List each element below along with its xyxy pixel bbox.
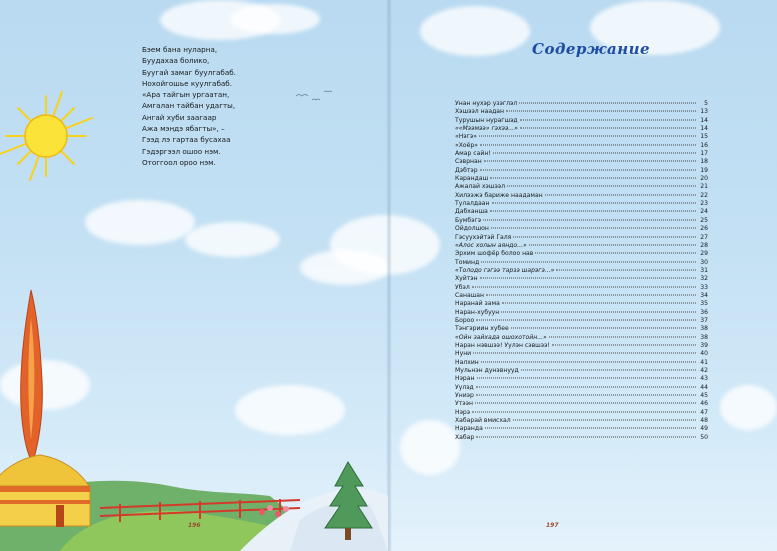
toc-dot-leader (480, 278, 696, 279)
toc-entry[interactable] (455, 367, 708, 375)
toc-entry-title: Гэсуухэйтэй Галя (455, 233, 512, 241)
toc-entry[interactable] (455, 292, 708, 300)
toc-dot-leader (529, 244, 696, 245)
toc-entry-page: 42 (700, 367, 708, 374)
toc-entry-title: Эрхим шофёр болоо нав (455, 250, 534, 258)
toc-entry[interactable] (455, 400, 708, 408)
toc-entry[interactable] (455, 200, 708, 208)
toc-entry-title: «Нэгэ» (455, 133, 477, 141)
toc-dot-leader (520, 119, 696, 120)
poem-line: «Ара тайгын ургаатан, (142, 90, 230, 100)
poem-line: Гээд лэ гартаа бусахаа (142, 135, 231, 145)
toc-entry-title: «Хоёр» (455, 141, 478, 149)
toc-dot-leader (490, 211, 696, 212)
toc-dot-leader (481, 361, 696, 362)
toc-entry-title: Санашан (455, 291, 485, 299)
toc-entry-page: 28 (700, 241, 708, 249)
toc-dot-leader (506, 111, 696, 112)
toc-entry[interactable] (455, 259, 708, 267)
toc-entry-title: Турушын нурагшэд (455, 116, 518, 124)
toc-entry-title: Наран-хубуун (455, 308, 500, 316)
toc-entry-page: 29 (700, 250, 708, 258)
toc-dot-leader (476, 386, 696, 387)
page-number-left: 196 (188, 522, 201, 529)
poem-line: Гэдэргээл ошоо нэм. (142, 146, 221, 156)
toc-dot-leader (490, 178, 696, 179)
birds (296, 91, 332, 100)
toc-entry-title: Дэбтэр (455, 166, 478, 174)
toc-dot-leader (484, 161, 696, 162)
toc-entry-page: 44 (700, 383, 708, 391)
toc-entry-page: 38 (700, 333, 708, 341)
toc-entry-title: Хэшээл наадан (455, 108, 504, 116)
toc-entry[interactable] (455, 375, 708, 383)
toc-entry-page: 14 (700, 116, 708, 124)
toc-entry-title: Тулалдаан (455, 200, 490, 208)
poem-line: Буугай замаг буулгабаб. (142, 67, 236, 77)
toc-entry[interactable] (455, 234, 708, 242)
toc-dot-leader (480, 144, 696, 145)
toc-entry[interactable] (455, 208, 708, 216)
toc-entry-page: 45 (700, 392, 708, 400)
toc-entry-page: 19 (700, 166, 708, 174)
toc-entry-title: Наранда (455, 425, 483, 433)
toc-entry-title: Уулэд (455, 383, 474, 391)
toc-entry-page: 36 (700, 308, 708, 316)
toc-entry-title: Униэр (455, 392, 474, 400)
toc-entry[interactable] (455, 158, 708, 166)
toc-entry-page: 49 (700, 425, 708, 433)
toc-entry-title: Сэврнан (455, 158, 482, 166)
toc-entry-page: 5 (704, 100, 708, 107)
toc-dot-leader (480, 169, 696, 170)
poem (142, 44, 236, 168)
toc-dot-leader (513, 236, 696, 237)
toc-dot-leader (493, 153, 696, 154)
toc-entry[interactable] (455, 284, 708, 292)
toc-dot-leader (507, 186, 696, 187)
toc-entry-page: 17 (700, 150, 708, 158)
toc-entry[interactable] (455, 133, 708, 141)
toc-dot-leader (501, 311, 696, 312)
table-of-contents (455, 100, 708, 442)
toc-dot-leader (472, 286, 696, 287)
toc-entry[interactable] (455, 275, 708, 283)
toc-dot-leader (521, 370, 696, 371)
toc-entry-page: 13 (700, 108, 708, 116)
toc-dot-leader (556, 269, 696, 270)
toc-entry-page: 48 (700, 417, 708, 425)
toc-dot-leader (535, 253, 696, 254)
toc-entry-title: ««Мээмээ» гэхээ...» (455, 125, 518, 133)
toc-entry-page: 41 (700, 358, 708, 366)
toc-entry[interactable] (455, 125, 708, 133)
toc-entry-page: 21 (700, 183, 708, 191)
toc-entry-title: Ойдолшон (455, 225, 489, 233)
toc-entry-title: Бумбэгэ (455, 216, 482, 224)
toc-entry[interactable] (455, 417, 708, 425)
toc-entry-page: 25 (700, 216, 708, 224)
poem-line: Буудахаа болико, (142, 56, 210, 66)
toc-dot-leader (519, 103, 696, 104)
toc-dot-leader (491, 228, 696, 229)
toc-dot-leader (549, 336, 696, 337)
toc-entry-page: 35 (700, 300, 708, 308)
toc-entry-page: 30 (700, 258, 708, 266)
toc-dot-leader (483, 219, 696, 220)
toc-entry-title: Мульнэн дунэвнууд (455, 367, 519, 374)
toc-entry[interactable] (455, 167, 708, 175)
toc-entry-page: 40 (700, 350, 708, 358)
toc-entry-title: Унан нухэр узэглэл (455, 100, 518, 107)
toc-dot-leader (502, 303, 696, 304)
toc-dot-leader (476, 319, 696, 320)
toc-entry-page: 32 (700, 275, 708, 283)
toc-entry-title: Тэнгэриин хубее (455, 325, 509, 333)
toc-dot-leader (511, 328, 696, 329)
toc-dot-leader (552, 344, 696, 345)
toc-entry[interactable] (455, 225, 708, 233)
toc-title: Содержание (532, 40, 651, 58)
toc-entry-page: 18 (700, 158, 708, 166)
toc-entry[interactable] (455, 434, 708, 442)
toc-entry-page: 34 (700, 291, 708, 299)
toc-entry-page: 50 (700, 433, 708, 441)
toc-entry-page: 27 (700, 233, 708, 241)
toc-entry-title: Хабарай вмисхал (455, 417, 511, 425)
toc-entry-page: 38 (700, 325, 708, 333)
poem-line: Амгалан тайбан удагты, (142, 101, 236, 111)
toc-entry-page: 22 (700, 191, 708, 199)
toc-entry[interactable] (455, 183, 708, 191)
toc-dot-leader (513, 420, 696, 421)
toc-dot-leader (492, 203, 696, 204)
page-number-right: 197 (546, 522, 559, 529)
toc-dot-leader (479, 136, 696, 137)
toc-entry-page: 47 (700, 408, 708, 416)
toc-entry[interactable] (455, 108, 708, 116)
toc-entry-title: «Толодо гэгээ тарзэ шарэгэ...» (455, 266, 555, 274)
toc-entry-title: Наранай зама (455, 300, 500, 308)
toc-entry[interactable] (455, 309, 708, 317)
toc-entry-title: «Ойн зайхада ошохотойн...» (455, 333, 547, 341)
toc-entry-title: Бороо (455, 316, 475, 324)
poem-line: Бэем бана нуларна, (142, 45, 218, 54)
toc-entry-page: 16 (700, 141, 708, 149)
toc-entry-title: Дабханша (455, 208, 488, 216)
toc-entry-title: Убэл (455, 283, 470, 291)
toc-entry-title: Хилээжэ бариже наадаман (455, 191, 543, 199)
toc-entry[interactable] (455, 192, 708, 200)
toc-entry-title: Хуйтэн (455, 275, 478, 283)
toc-dot-leader (476, 395, 696, 396)
toc-entry-title: Наран нэвшээ! Уулэн сэвшээ! (455, 341, 550, 349)
toc-dot-leader (476, 436, 696, 437)
toc-entry-title: Карандаш (455, 175, 489, 183)
toc-entry[interactable] (455, 384, 708, 392)
toc-entry[interactable] (455, 300, 708, 308)
toc-entry[interactable] (455, 142, 708, 150)
toc-dot-leader (473, 353, 696, 354)
toc-entry[interactable] (455, 325, 708, 333)
toc-dot-leader (481, 261, 696, 262)
toc-dot-leader (475, 403, 696, 404)
toc-entry-page: 20 (700, 175, 708, 183)
toc-entry[interactable] (455, 267, 708, 275)
yurt-icon (0, 455, 90, 527)
toc-entry[interactable] (455, 359, 708, 367)
flame-icon (21, 290, 43, 462)
toc-entry-page: 15 (700, 133, 708, 141)
toc-entry[interactable] (455, 425, 708, 433)
toc-entry-title: Налхин (455, 358, 479, 366)
toc-entry-page: 37 (700, 316, 708, 324)
toc-entry[interactable] (455, 350, 708, 358)
toc-dot-leader (545, 194, 696, 195)
toc-entry[interactable] (455, 217, 708, 225)
toc-entry-page: 23 (700, 200, 708, 208)
toc-entry-title: Томинд (455, 258, 480, 266)
toc-dot-leader (472, 411, 696, 412)
toc-dot-leader (520, 128, 696, 129)
toc-entry-title: Нэран (455, 375, 475, 383)
toc-entry-page: 46 (700, 400, 708, 408)
poem-line: Отоггоол ороо нэм. (142, 157, 216, 167)
toc-entry[interactable] (455, 250, 708, 258)
toc-entry-page: 31 (700, 266, 708, 274)
toc-entry-page: 26 (700, 225, 708, 233)
toc-entry-title: Амар сайн! (455, 150, 491, 158)
toc-entry-page: 14 (700, 125, 708, 133)
toc-entry[interactable] (455, 150, 708, 158)
toc-entry[interactable] (455, 242, 708, 250)
sun-icon (0, 92, 92, 180)
toc-entry[interactable] (455, 342, 708, 350)
toc-dot-leader (486, 294, 696, 295)
poem-line: Ангай хуби заагаар (142, 112, 217, 122)
toc-entry-title: Утээн (455, 400, 473, 408)
toc-entry-title: Ажалай хэшээл (455, 183, 506, 191)
toc-entry-title: Нуни (455, 350, 472, 358)
poem-line: Ажа мэндэ ябагты», – (142, 124, 225, 134)
toc-entry-title: «Алос холын аяндо...» (455, 241, 527, 249)
toc-dot-leader (485, 428, 696, 429)
toc-entry[interactable] (455, 409, 708, 417)
toc-entry[interactable] (455, 100, 708, 108)
toc-entry-page: 33 (700, 283, 708, 291)
toc-entry-page: 43 (700, 375, 708, 383)
toc-entry[interactable] (455, 392, 708, 400)
toc-entry-title: Нэрэ (455, 408, 471, 416)
toc-entry[interactable] (455, 117, 708, 125)
toc-entry-page: 24 (700, 208, 708, 216)
toc-entry-title: Хабар (455, 433, 475, 441)
toc-dot-leader (477, 378, 696, 379)
toc-entry-page: 39 (700, 341, 708, 349)
toc-entry[interactable] (455, 334, 708, 342)
poem-line: Нохойгошье куулгабаб. (142, 78, 232, 88)
